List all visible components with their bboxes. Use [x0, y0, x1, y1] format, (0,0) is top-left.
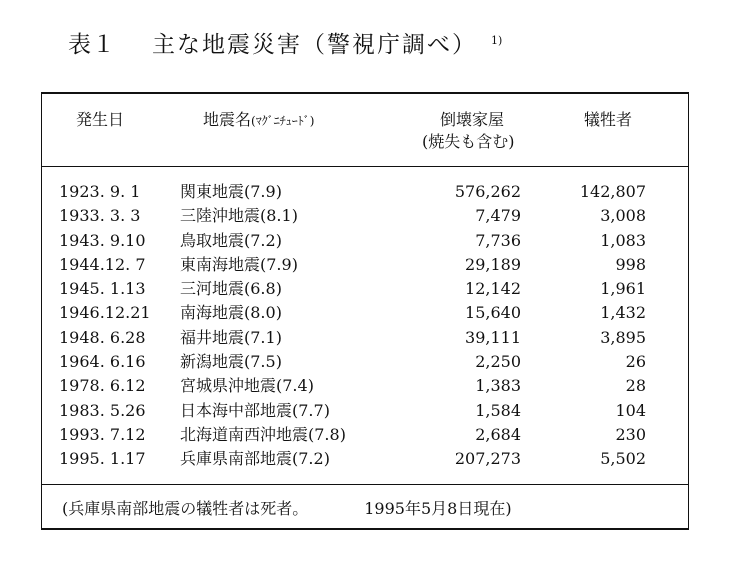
cell-date: 1948. 6.28 [59, 327, 146, 347]
header-divider [41, 166, 689, 167]
header-houses: 倒壊家屋 [440, 110, 505, 129]
cell-date: 1933. 3. 3 [59, 206, 141, 226]
table-row [41, 277, 689, 301]
cell-victims: 3,895 [600, 327, 646, 347]
cell-name: 三陸沖地震(8.1) [180, 206, 298, 226]
cell-victims: 5,502 [600, 449, 646, 469]
cell-date: 1943. 9.10 [59, 230, 146, 250]
table-row [41, 326, 689, 350]
cell-name: 関東地震(7.9) [180, 182, 282, 201]
cell-victims: 1,961 [600, 279, 646, 299]
cell-date: 1946.12.21 [59, 303, 151, 323]
cell-name: 三河地震(6.8) [180, 279, 282, 299]
table-row [41, 301, 689, 325]
cell-name: 福井地震(7.1) [180, 327, 282, 347]
table-row [41, 253, 689, 277]
header-houses-sub: (焼失も含む) [422, 132, 515, 151]
table-row [41, 374, 689, 398]
header-name [203, 109, 314, 132]
reference-mark: 1) [491, 34, 503, 47]
table-row [41, 180, 689, 204]
cell-name: 東南海地震(7.9) [180, 254, 298, 274]
cell-houses: 12,142 [465, 279, 521, 299]
table-row [41, 350, 689, 374]
table-row [41, 423, 689, 447]
table-body [41, 180, 689, 472]
cell-name: 新潟地震(7.5) [180, 352, 282, 372]
cell-name: 北海道南西沖地震(7.8) [180, 424, 346, 444]
cell-victims: 26 [625, 352, 646, 372]
cell-victims: 104 [615, 400, 646, 420]
cell-victims: 1,083 [600, 230, 646, 250]
header-name-sub: (ﾏｸﾞﾆﾁｭｰﾄﾞ) [251, 114, 315, 128]
cell-houses: 39,111 [465, 327, 521, 347]
cell-victims: 230 [615, 424, 646, 444]
table-row [41, 399, 689, 423]
table-row [41, 447, 689, 471]
table-title [68, 30, 502, 60]
cell-name: 兵庫県南部地震(7.2) [180, 449, 330, 469]
cell-victims: 1,432 [600, 303, 646, 323]
cell-date: 1983. 5.26 [59, 400, 146, 420]
footnote [62, 498, 512, 520]
cell-houses: 2,250 [475, 352, 521, 372]
header-date: 発生日 [76, 110, 125, 129]
cell-victims: 28 [625, 376, 646, 396]
cell-name: 宮城県沖地震(7.4) [180, 376, 314, 396]
cell-date: 1995. 1.17 [59, 449, 146, 469]
cell-date: 1945. 1.13 [59, 279, 146, 299]
cell-victims: 3,008 [600, 206, 646, 226]
header-name-label: 地震名 [203, 110, 252, 129]
cell-houses: 2,684 [475, 424, 521, 444]
cell-houses: 1,383 [475, 376, 521, 396]
cell-name: 南海地震(8.0) [180, 303, 282, 323]
cell-victims: 998 [615, 254, 646, 274]
table-number: 表１ [68, 32, 116, 58]
cell-date: 1978. 6.12 [59, 376, 146, 396]
cell-date: 1923. 9. 1 [59, 182, 141, 201]
table-row [41, 229, 689, 253]
cell-date: 1944.12. 7 [59, 254, 146, 274]
footnote-divider [41, 484, 689, 485]
cell-date: 1964. 6.16 [59, 352, 146, 372]
cell-victims: 142,807 [579, 182, 646, 201]
cell-houses: 207,273 [454, 449, 521, 469]
cell-houses: 1,584 [475, 400, 521, 420]
footnote-text: (兵庫県南部地震の犠牲者は死者。 [62, 499, 309, 518]
table-row [41, 204, 689, 228]
cell-date: 1993. 7.12 [59, 424, 146, 444]
table-caption: 主な地震災害（警視庁調べ） [152, 32, 477, 58]
cell-houses: 7,479 [475, 206, 521, 226]
header-victims: 犠牲者 [584, 110, 633, 129]
cell-houses: 29,189 [465, 254, 521, 274]
cell-houses: 7,736 [475, 230, 521, 250]
cell-name: 日本海中部地震(7.7) [180, 400, 330, 420]
footnote-date: 1995年5月8日現在) [364, 499, 512, 518]
cell-houses: 576,262 [454, 182, 521, 201]
cell-houses: 15,640 [465, 303, 521, 323]
cell-name: 鳥取地震(7.2) [180, 230, 282, 250]
